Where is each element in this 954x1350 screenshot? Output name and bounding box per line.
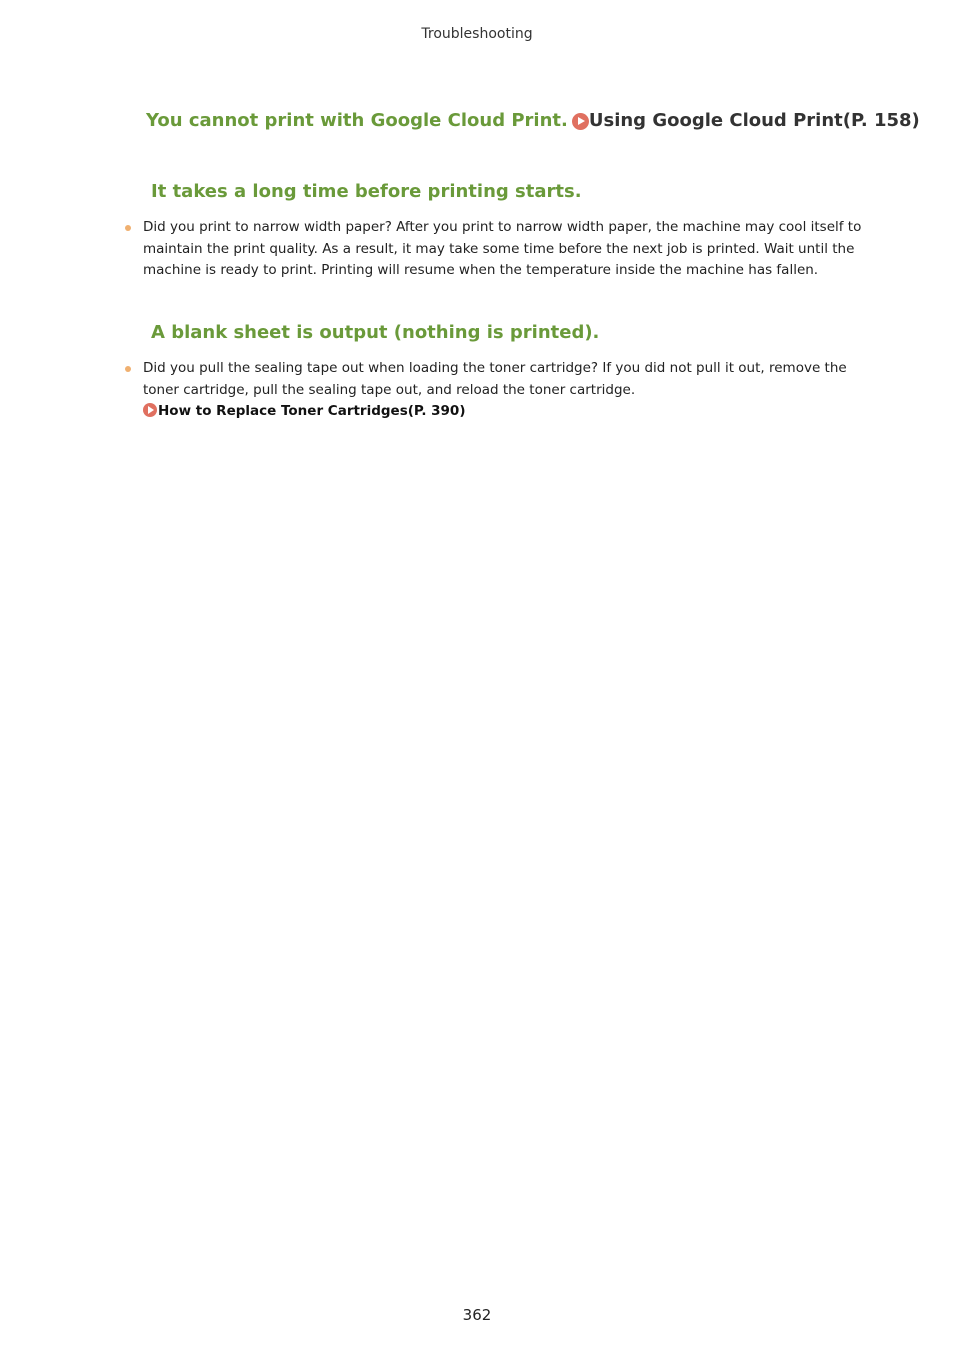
- arrow-right-circle-icon: [143, 403, 157, 417]
- section-title-blank-sheet: A blank sheet is output (nothing is printed).: [151, 322, 600, 343]
- section-title-google-cloud-print: [146, 110, 920, 131]
- bullet-text: Did you pull the sealing tape out when loading the toner cartridge? If you did not pull it out, remove the toner cartridge, pull the sealing tape out, and reload the toner cartridge.: [143, 360, 847, 398]
- link-how-to-replace-toner[interactable]: [143, 401, 867, 423]
- page-number: 362: [462, 1306, 492, 1324]
- list-item-sealing-tape: [143, 358, 867, 423]
- section-title-long-time: It takes a long time before printing starts.: [151, 181, 582, 202]
- link-label: Using Google Cloud Print(P. 158): [588, 110, 920, 131]
- link-using-google-cloud-print[interactable]: [572, 110, 920, 131]
- bullet-icon: [125, 366, 131, 372]
- section-title-text: You cannot print with Google Cloud Print.: [146, 110, 568, 131]
- list-item-narrow-paper: [143, 217, 867, 282]
- running-header: Troubleshooting: [421, 26, 533, 42]
- link-label: How to Replace Toner Cartridges(P. 390): [158, 403, 466, 419]
- bullet-text: Did you print to narrow width paper? After you print to narrow width paper, the machine may cool itself to maintain the print quality. As a result, it may take some time before the next job is printed. Wait until the machine is ready to print. Printing will resume when the temperature inside the machine has fallen.: [143, 219, 862, 278]
- arrow-right-circle-icon: [572, 113, 589, 130]
- bullet-icon: [125, 225, 131, 231]
